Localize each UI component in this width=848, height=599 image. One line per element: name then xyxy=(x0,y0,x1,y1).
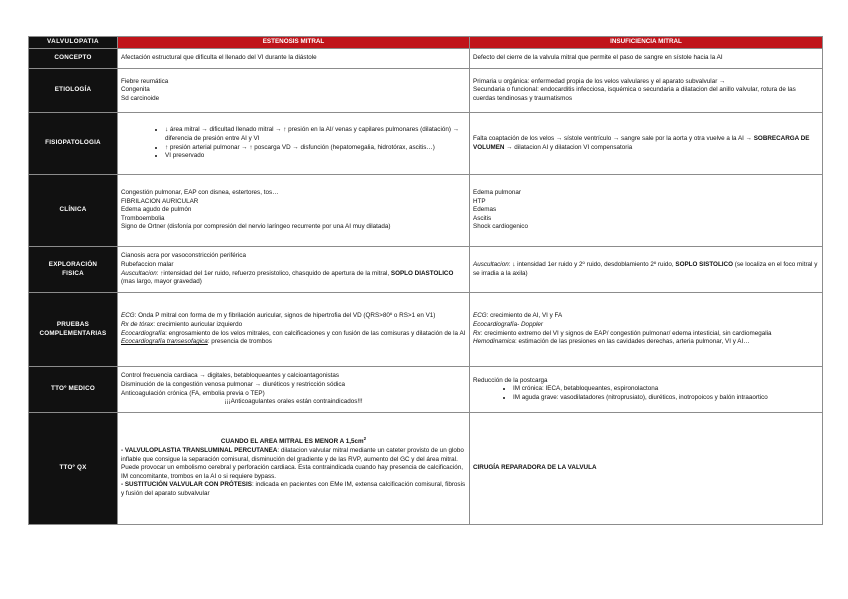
medico-est-warning: ¡¡¡Anticoagulantes orales están contraindicados!!! xyxy=(224,398,363,406)
pruebas-ins-ecg xyxy=(473,312,819,321)
pruebas-ins-hemo-label: Hemodinamica xyxy=(473,338,515,346)
valvulopatia-table xyxy=(28,36,823,525)
qx-est-p1 xyxy=(121,447,466,481)
row-exploracion xyxy=(29,247,823,293)
fisio-est-item: • VI preservado xyxy=(165,152,466,161)
fisiopatologia-insuficiencia xyxy=(470,113,823,175)
pruebas-est-ete xyxy=(121,338,466,347)
pruebas-ins-ecg-label: ECG xyxy=(473,312,487,320)
label-qx: TTOº QX xyxy=(29,413,118,525)
label-etiologia: ETIOLOGÍA xyxy=(29,69,118,113)
label-medico: TTOº MEDICO xyxy=(29,367,118,413)
medico-est-item: Anticoagulación crónica (FA, embolia previa o TEP) xyxy=(121,389,265,397)
pruebas-ins-rx-text: : crecimiento extremo del VI y signos de EAP/ congestión pulmonar/ edema intesticial, sin cardiomegalia xyxy=(480,329,772,337)
label-exploracion-1: EXPLORACIÓN xyxy=(48,260,98,268)
explo-ins-ausc-text: : ↓ intensidad 1er ruido y 2º ruido, desdoblamiento 2º ruido, xyxy=(508,260,676,268)
etiologia-est-item: Fiebre reumática xyxy=(121,77,169,85)
medico-insuficiencia xyxy=(470,367,823,413)
qx-insuficiencia: CIRUGÍA REPARADORA DE LA VALVULA xyxy=(470,413,823,525)
etiologia-ins-item: Primaria u orgánica: enfermedad propia de los velos valvulares y el aparato subvalvular → xyxy=(473,77,726,85)
row-fisiopatologia xyxy=(29,113,823,175)
pruebas-est-eco xyxy=(121,330,466,339)
label-fisiopatologia: FISIOPATOLOGIA xyxy=(29,113,118,175)
header-row xyxy=(29,37,823,49)
header-insuficiencia: INSUFICIENCIA MITRAL xyxy=(470,37,823,49)
medico-est-item: Control frecuencia cardiaca → digitales, betabloqueantes y calcioantagonistas xyxy=(121,372,340,380)
label-clinica: CLÍNICA xyxy=(29,175,118,247)
pruebas-ins-hemo xyxy=(473,338,819,347)
explo-ins-ausc-end: (se localiza en el foco mitral y se irradia a la axila) xyxy=(473,260,818,277)
medico-ins-title: Reducción de la postcarga xyxy=(473,376,548,384)
fisio-ins-text-a: Falta coaptación de los velos → sístole ventrículo → sangre sale por la aorta y otra vuelve a la AI → xyxy=(473,134,754,142)
label-exploracion xyxy=(29,247,118,293)
qx-est-p2-text: : indicada en pacientes con EMe IM, extensa calcificación comisural, fibrosis y fusión del aparato subvalvular xyxy=(121,481,466,497)
pruebas-estenosis xyxy=(118,293,470,367)
header-estenosis: ESTENOSIS MITRAL xyxy=(118,37,470,49)
label-concepto: CONCEPTO xyxy=(29,49,118,69)
explo-est-ausc-bold: SOPLO DIASTOLICO xyxy=(390,269,454,277)
pruebas-est-ecg xyxy=(121,312,466,321)
qx-est-p1-text: : dilatacion valvular mitral mediante un cateter provisto de un globo inflable que consigue la separación comisural, disminución del gradiente y de las RVP, aumento del GC y del área mitral. Puede provocar un embolismo cerebral y perforación cardiaca. Esta contraindicada cuando hay presencia de calcificación, IM concomitante, trombos en la AI o si requiere bypass. xyxy=(121,447,464,480)
explo-est-ausc xyxy=(121,270,466,287)
clinica-ins-item: Edemas xyxy=(473,206,497,214)
clinica-est-item: Congestión pulmonar, EAP con disnea, estertores, tos… xyxy=(121,189,279,197)
row-pruebas xyxy=(29,293,823,367)
etiologia-estenosis xyxy=(118,69,470,113)
clinica-est-item: FIBRILACION AURICULAR xyxy=(121,197,199,205)
corner-header: VALVULOPATIA xyxy=(29,37,118,49)
fisio-ins-text-b: → dilatacion AI y dilatacion VI compensatoria xyxy=(504,143,633,151)
row-etiologia xyxy=(29,69,823,113)
exploracion-estenosis xyxy=(118,247,470,293)
clinica-ins-item: Ascitis xyxy=(473,214,492,222)
etiologia-ins-item: Secundaria o funcional: endocarditis infecciosa, isquémica o secundaria a dilatacion del anillo valvular, rotura de las cuerdas tendinosas y traumatismos xyxy=(473,86,796,102)
fisio-est-item: • ↓ área mitral → dificultad llenado mitral → ↑ presión en la AI/ venas y capilares pulmonares (dilatación) → diferencia de presión entre AI y VI xyxy=(165,126,466,143)
fisiopatologia-estenosis xyxy=(118,113,470,175)
row-qx xyxy=(29,413,823,525)
pruebas-est-ete-label: Ecocardiografía transesofagica xyxy=(121,338,208,346)
label-pruebas-2: COMPLEMENTARIAS xyxy=(39,329,107,337)
qx-est-p2-bold: - SUSTITUCIÓN VALVULAR CON PRÓTESIS xyxy=(121,481,252,489)
clinica-estenosis xyxy=(118,175,470,247)
clinica-ins-item: Shock cardiogenico xyxy=(473,223,528,231)
medico-estenosis xyxy=(118,367,470,413)
explo-est-ausc-text: : ↑intensidad del 1er ruido, refuerzo presistolico, chasquido de apertura de la mitral, xyxy=(156,269,391,277)
pruebas-est-rx-text: : crecimiento auricular izquierdo xyxy=(153,320,243,328)
pruebas-est-ecg-text: : Onda P mitral con forma de m y fibrilación auricular, signos de hipertrofia del VD (QRS>80º o RS>1 en V1) xyxy=(134,312,436,320)
pruebas-est-eco-text: : engrosamiento de los velos mitrales, con calcificaciones y con fusión de las comisuras y dilatación de la AI xyxy=(165,329,466,337)
medico-est-item: Disminución de la congestión venosa pulmonar → diuréticos y restricción sódica xyxy=(121,380,345,388)
pruebas-est-ete-text: : presencia de trombos xyxy=(207,338,272,346)
pruebas-ins-hemo-text: : estimación de las presiones en las cavidades derechas, arteria pulmonar, VI y AI… xyxy=(515,338,750,346)
pruebas-est-ecg-label: ECG xyxy=(121,312,135,320)
pruebas-ins-ecg-text: : crecimiento de AI, VI y FA xyxy=(486,312,563,320)
pruebas-est-rx-label: Rx de tórax xyxy=(121,320,154,328)
explo-ins-ausc-bold: SOPLO SISTOLICO xyxy=(675,260,733,268)
qx-estenosis xyxy=(118,413,470,525)
pruebas-est-eco-label: Ecocardiografía xyxy=(121,329,166,337)
clinica-est-item: Tromboembolia xyxy=(121,214,165,222)
qx-est-title-text: CUANDO EL AREA MITRAL ES MENOR A 1,5cm xyxy=(220,438,364,446)
pruebas-ins-rx-label: Rx xyxy=(473,329,481,337)
explo-est-ausc-label: Auscultacion xyxy=(121,269,157,277)
pruebas-insuficiencia xyxy=(470,293,823,367)
pruebas-ins-rx xyxy=(473,330,819,339)
qx-est-p2 xyxy=(121,481,466,498)
clinica-insuficiencia xyxy=(470,175,823,247)
clinica-est-item: Signo de Ortner (disfonía por compresión del nervio laríngeo recurrente por una AI muy dilatada) xyxy=(121,223,391,231)
label-pruebas xyxy=(29,293,118,367)
qx-est-p1-bold: - VALVULOPLASTIA TRANSLUMINAL PERCUTANEA xyxy=(121,447,278,455)
explo-ins-ausc-label: Auscultacion xyxy=(473,260,509,268)
pruebas-ins-eco: Ecocardiografía- Doppler xyxy=(473,320,544,328)
exploracion-insuficiencia xyxy=(470,247,823,293)
qx-est-title xyxy=(121,438,466,447)
explo-est-line1: Cianosis acra por vasoconstricción periférica xyxy=(121,252,246,260)
clinica-ins-item: Edema pulmonar xyxy=(473,189,521,197)
explo-est-ausc-end: (mas largo, mayor gravedad) xyxy=(121,278,202,286)
label-exploracion-2: FISICA xyxy=(62,269,84,277)
explo-est-line2: Rubefaccion malar xyxy=(121,260,174,268)
pruebas-est-rx xyxy=(121,321,466,330)
medico-ins-item: • IM aguda grave: vasodilatadores (nitroprusiato), diuréticos, inotropoicos y balón intraaortico xyxy=(513,394,819,403)
etiologia-insuficiencia xyxy=(470,69,823,113)
qx-est-title-sup: 2 xyxy=(363,436,367,442)
row-medico xyxy=(29,367,823,413)
row-concepto xyxy=(29,49,823,69)
label-pruebas-1: PRUEBAS xyxy=(56,320,90,328)
fisio-ins-bold: SOBRECARGA DE VOLUMEN xyxy=(473,134,810,151)
medico-ins-item: • IM crónica: IECA, betabloqueantes, espironolactona xyxy=(513,385,819,394)
clinica-ins-item: HTP xyxy=(473,197,486,205)
concepto-insuficiencia: Defecto del cierre de la valvula mitral que permite el paso de sangre en sístole hacia la AI xyxy=(470,49,823,69)
clinica-est-item: Edema agudo de pulmón xyxy=(121,206,192,214)
concepto-estenosis: Afectación estructural que dificulta el llenado del VI durante la diástole xyxy=(118,49,470,69)
etiologia-est-item: Congenita xyxy=(121,86,150,94)
row-clinica xyxy=(29,175,823,247)
etiologia-est-item: Sd carcinoide xyxy=(121,94,160,102)
fisio-est-item: • ↑ presión arterial pulmonar → ↑ poscarga VD → disfunción (hepatomegalia, hidrotórax, ascitis…) xyxy=(165,144,466,153)
